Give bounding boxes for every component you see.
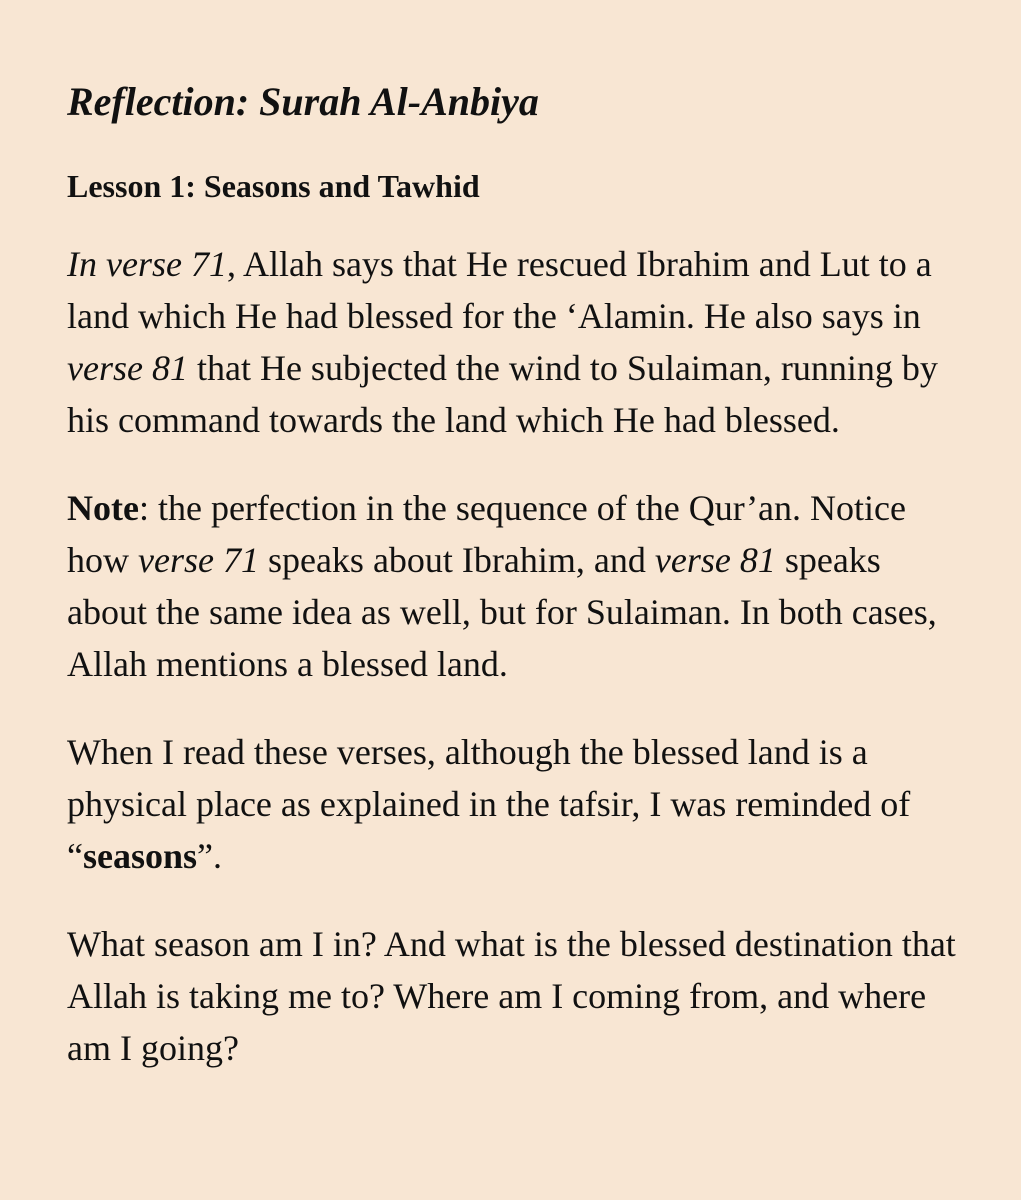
verse-71-reference: verse 71 bbox=[138, 540, 259, 580]
paragraph-text: , Allah says that He rescued Ibrahim and Lut to a land which He had blessed for the ‘Alamin. He also says in bbox=[67, 244, 932, 336]
note-label: Note bbox=[67, 488, 139, 528]
paragraph-text: speaks about Ibrahim, and bbox=[258, 540, 655, 580]
verse-81-reference: verse 81 bbox=[67, 348, 188, 388]
page-title: Reflection: Surah Al-Anbiya bbox=[67, 79, 539, 124]
verse-71-reference: In verse 71 bbox=[67, 244, 227, 284]
seasons-emphasis: seasons bbox=[82, 836, 198, 876]
paragraph-text: ”. bbox=[197, 836, 222, 876]
paragraph-questions bbox=[67, 918, 967, 1074]
paragraph-seasons bbox=[67, 726, 967, 882]
paragraph-text: When I read these verses, although the blessed land is a physical place as explained in the tafsir, I was reminded of “ bbox=[67, 732, 911, 876]
paragraph-text: that He subjected the wind to Sulaiman, running by his command towards the land which He had blessed. bbox=[67, 348, 938, 440]
paragraph-note bbox=[67, 482, 967, 690]
paragraph-verses bbox=[67, 238, 967, 446]
paragraph-text: : the perfection in the sequence of the Qur’an. Notice how bbox=[67, 488, 906, 580]
document-body bbox=[67, 74, 967, 1074]
verse-81-reference: verse 81 bbox=[654, 540, 776, 580]
paragraph-text: What season am I in? And what is the blessed destination that Allah is taking me to? Where am I coming from, and where am I going? bbox=[67, 924, 956, 1068]
paragraph-text: speaks about the same idea as well, but for Sulaiman. In both cases, Allah mentions a blessed land. bbox=[67, 540, 937, 684]
lesson-heading: Lesson 1: Seasons and Tawhid bbox=[67, 168, 480, 204]
